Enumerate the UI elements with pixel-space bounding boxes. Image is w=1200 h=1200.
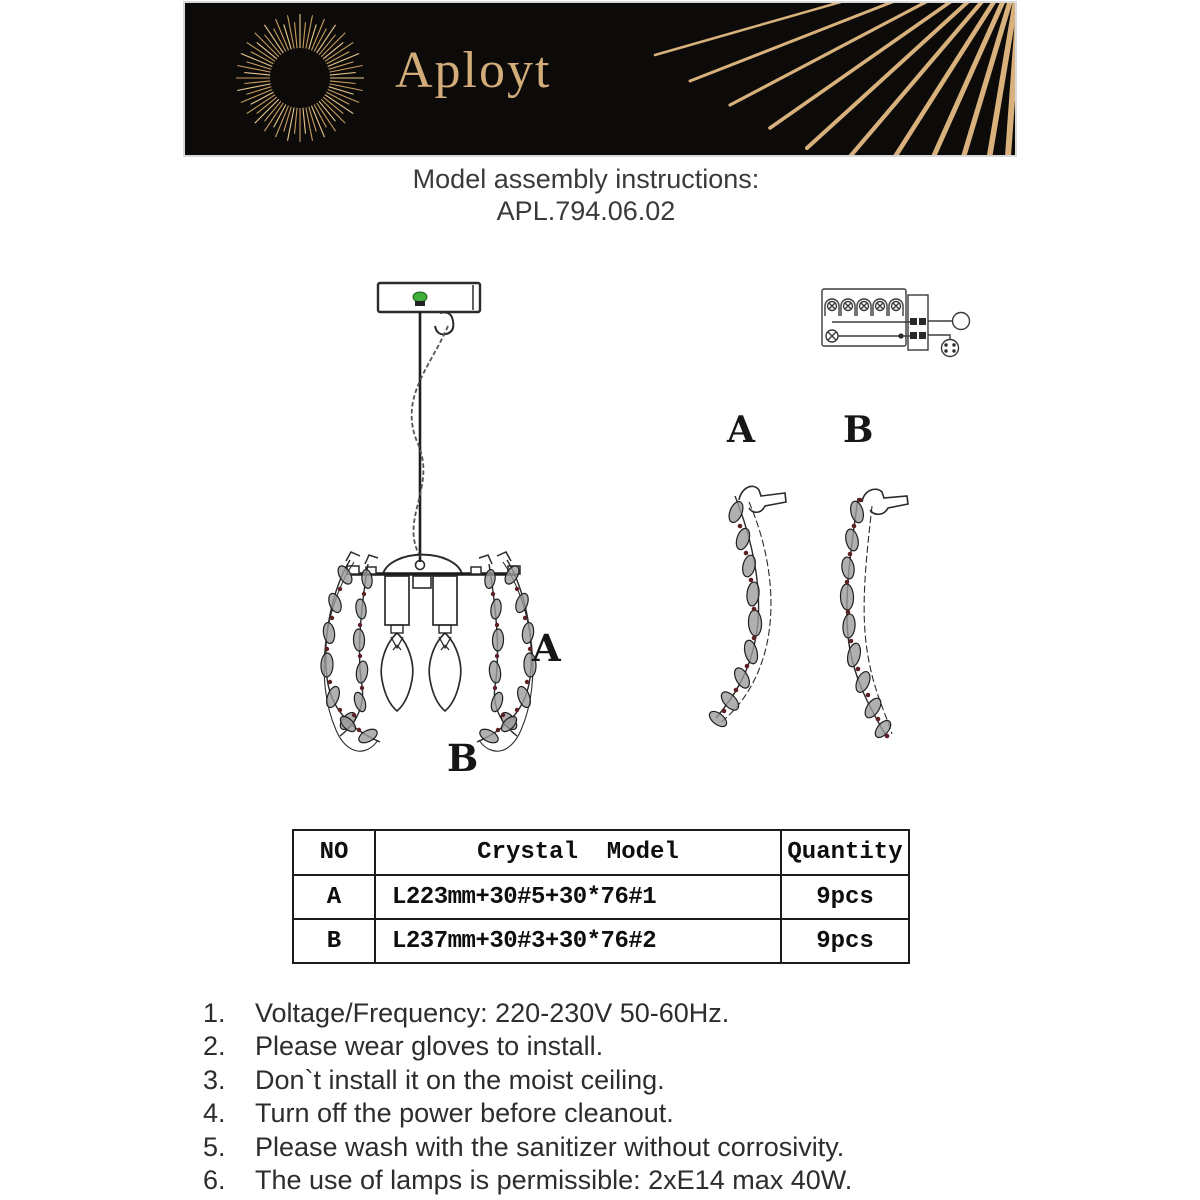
item-text: The use of lamps is permissible: 2xE14 max 40W. — [255, 1165, 853, 1196]
list-item — [203, 997, 1083, 1030]
lamp-label-a: A — [532, 626, 561, 670]
item-text: Please wash with the sanitizer without corrosivity. — [255, 1131, 845, 1162]
list-item — [203, 1064, 1083, 1097]
item-number: 3. — [203, 1064, 226, 1095]
crystal-strand-a-drawing — [695, 460, 805, 745]
list-item — [203, 1131, 1083, 1164]
item-number: 6. — [203, 1165, 226, 1196]
item-text: Don`t install it on the moist ceiling. — [255, 1064, 665, 1095]
lamp-label-b: B — [447, 736, 479, 780]
rays-decoration-icon — [655, 3, 1015, 155]
strand-label-b: B — [843, 409, 874, 451]
table-row — [293, 875, 909, 919]
item-number: 1. — [203, 998, 226, 1028]
item-text: Please wear gloves to install. — [255, 1031, 604, 1062]
green-screw-icon — [413, 292, 427, 306]
row-a-qty: 9pcs — [781, 875, 909, 919]
crystal-strand-b-drawing — [810, 460, 920, 750]
item-text: Turn off the power before cleanout. — [255, 1098, 674, 1129]
table-header-row — [293, 830, 909, 875]
list-item — [203, 1030, 1083, 1063]
page-title: Model assembly instructions: — [412, 164, 760, 194]
list-item — [203, 1097, 1083, 1130]
parts-table — [292, 829, 910, 964]
model-number: APL.794.06.02 — [496, 196, 676, 226]
title-block — [171, 163, 1001, 227]
list-item — [203, 1164, 1083, 1197]
brand-name: Aployt — [395, 42, 552, 99]
item-text: Voltage/Frequency: 220-230V 50-60Hz. — [255, 998, 730, 1028]
row-b-model: L237mm+30#3+30*76#2 — [375, 919, 781, 963]
pendant-lamp-drawing — [280, 272, 620, 802]
brand-banner — [185, 3, 1015, 155]
row-b-no: B — [293, 919, 375, 963]
table-row — [293, 919, 909, 963]
banner-decoration — [185, 3, 1015, 155]
col-header-model: Crystal Model — [375, 830, 781, 875]
item-number: 2. — [203, 1031, 226, 1062]
strand-label-a: A — [727, 409, 755, 451]
item-number: 5. — [203, 1131, 226, 1162]
instructions-list — [203, 997, 1083, 1197]
col-header-quantity: Quantity — [781, 830, 909, 875]
item-number: 4. — [203, 1098, 226, 1129]
row-b-qty: 9pcs — [781, 919, 909, 963]
row-a-model: L223mm+30#5+30*76#1 — [375, 875, 781, 919]
row-a-no: A — [293, 875, 375, 919]
col-header-no: NO — [293, 830, 375, 875]
wiring-diagram — [815, 278, 975, 368]
